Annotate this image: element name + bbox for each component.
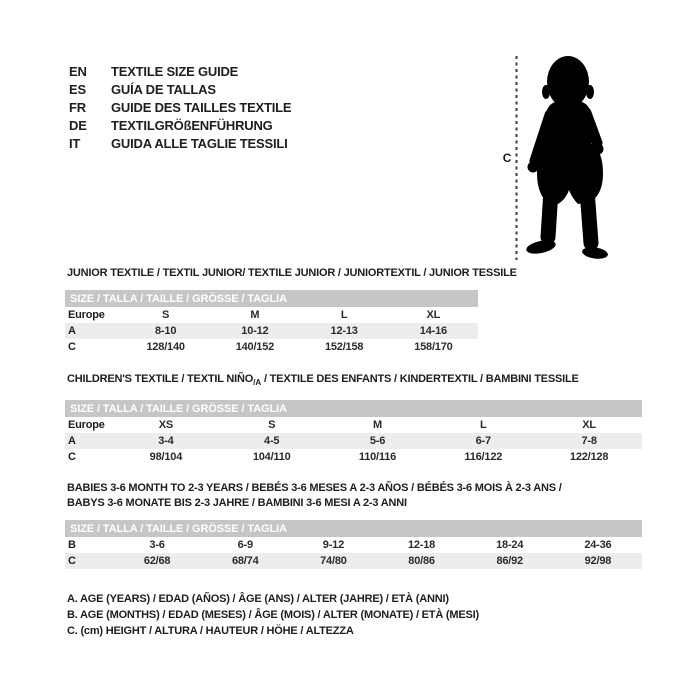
lang-row-de: [69, 117, 291, 135]
row-label: C: [68, 341, 76, 353]
table-row-age: [65, 433, 642, 449]
size-cell: 3-6: [149, 539, 165, 552]
size-cell: 9-12: [322, 539, 344, 552]
size-cell: 4-5: [264, 435, 280, 448]
lang-text: GUIDA ALLE TAGLIE TESSILI: [111, 136, 288, 151]
size-cell: 92/98: [584, 555, 612, 568]
lang-code: IT: [69, 136, 81, 151]
dashed-measure-line-icon: [515, 55, 518, 261]
size-cell: 98/104: [149, 451, 183, 464]
children-size-table: [65, 400, 642, 465]
size-cell: 68/74: [231, 555, 259, 568]
lang-row-it: [69, 135, 291, 153]
size-header-bar: SIZE / TALLA / TAILLE / GRÖSSE / TAGLIA: [65, 290, 478, 307]
row-label: Europe: [68, 419, 105, 432]
size-cell: 152/158: [324, 341, 364, 353]
lang-text: GUÍA DE TALLAS: [111, 82, 216, 97]
size-cell: M: [250, 309, 260, 321]
size-cell: 116/122: [464, 451, 503, 464]
size-header-bar: SIZE / TALLA / TAILLE / GRÖSSE / TAGLIA: [65, 400, 642, 417]
size-cell: 74/80: [320, 555, 347, 568]
table-row-height: [65, 449, 642, 465]
size-cell: 14-16: [419, 325, 447, 337]
children-title-post: / TEXTILE DES ENFANTS / KINDERTEXTIL / BAMBINI TESSILE: [261, 373, 579, 385]
language-list: [69, 63, 291, 153]
lang-code: EN: [69, 64, 87, 79]
size-cell: S: [162, 309, 170, 321]
size-cell: M: [373, 419, 382, 432]
babies-title-line1: BABIES 3-6 MONTH TO 2-3 YEARS / BEBÉS 3-6 MESES A 2-3 AÑOS / BÉBÉS 3-6 MOIS À 2-3 ANS /: [67, 482, 562, 495]
row-label: A: [68, 325, 76, 337]
size-tables-section: [65, 266, 643, 639]
lang-text: GUIDE DES TAILLES TEXTILE: [111, 100, 292, 115]
children-title-pre: CHILDREN'S TEXTILE / TEXTIL NIÑO: [67, 373, 254, 385]
size-cell: 6-7: [475, 435, 491, 448]
babies-table-title: [67, 481, 643, 511]
size-cell: XS: [158, 419, 174, 432]
size-cell: 3-4: [158, 435, 174, 448]
size-cell: 8-10: [155, 325, 177, 337]
size-cell: 110/116: [358, 451, 397, 464]
size-cell: 140/152: [235, 341, 275, 353]
size-cell: 18-24: [496, 539, 524, 552]
size-cell: XL: [426, 309, 441, 321]
note-a: A. AGE (YEARS) / EDAD (AÑOS) / ÂGE (ANS) / ALTER (JAHRE) / ETÀ (ANNI): [67, 593, 449, 606]
junior-size-table: [65, 290, 478, 355]
size-header-bar: SIZE / TALLA / TAILLE / GRÖSSE / TAGLIA: [65, 520, 642, 537]
table-row-height: [65, 339, 478, 355]
lang-code: ES: [69, 82, 86, 97]
height-measure-figure: [499, 55, 614, 261]
row-label: C: [68, 451, 76, 464]
baby-silhouette-icon: [524, 55, 614, 261]
legend-notes: [65, 591, 643, 639]
size-cell: 86/92: [496, 555, 523, 568]
table-row-age-months: [65, 537, 642, 553]
size-cell: 10-12: [241, 325, 269, 337]
size-cell: L: [340, 309, 348, 321]
size-cell: 12-18: [407, 539, 436, 552]
size-cell: 104/110: [252, 451, 291, 464]
children-table-title: [67, 372, 643, 390]
size-cell: 122/128: [569, 451, 609, 464]
junior-table-title: JUNIOR TEXTILE / TEXTIL JUNIOR/ TEXTILE JUNIOR / JUNIORTEXTIL / JUNIOR TESSILE: [67, 267, 517, 279]
size-cell: 80/86: [408, 555, 435, 568]
babies-title-line2: BABYS 3-6 MONATE BIS 2-3 JAHRE / BAMBINI 3-6 MESI A 2-3 ANNI: [67, 497, 407, 510]
size-cell: 128/140: [146, 341, 185, 353]
measure-label-c: C: [502, 151, 512, 165]
size-cell: 5-6: [369, 435, 386, 448]
babies-size-table: [65, 520, 642, 569]
size-cell: 62/68: [143, 555, 171, 568]
size-cell: 24-36: [584, 539, 612, 552]
lang-row-fr: [69, 99, 291, 117]
row-label: Europe: [68, 309, 105, 321]
note-b: B. AGE (MONTHS) / EDAD (MESES) / ÂGE (MOIS) / ALTER (MONATE) / ETÀ (MESI): [67, 609, 479, 622]
lang-code: DE: [69, 118, 87, 133]
note-c: C. (cm) HEIGHT / ALTURA / HAUTEUR / HÖHE / ALTEZZA: [67, 625, 354, 638]
size-cell: 158/170: [414, 341, 453, 353]
lang-text: TEXTILGRÖßENFÜHRUNG: [111, 118, 273, 133]
table-row-europe: [65, 417, 642, 433]
children-title-sub: /A: [253, 378, 262, 388]
size-cell: S: [268, 419, 276, 432]
lang-text: TEXTILE SIZE GUIDE: [111, 64, 239, 79]
size-cell: 6-9: [237, 539, 253, 552]
row-label: B: [68, 539, 76, 552]
table-row-europe: [65, 307, 478, 323]
row-label: C: [68, 555, 76, 568]
table-row-height: [65, 553, 642, 569]
size-cell: L: [480, 419, 487, 432]
size-cell: 7-8: [581, 435, 597, 448]
lang-code: FR: [69, 100, 86, 115]
lang-row-en: [69, 63, 291, 81]
row-label: A: [68, 435, 76, 448]
table-row-age: [65, 323, 478, 339]
size-cell: 12-13: [330, 325, 358, 337]
size-cell: XL: [582, 419, 596, 432]
lang-row-es: [69, 81, 291, 99]
